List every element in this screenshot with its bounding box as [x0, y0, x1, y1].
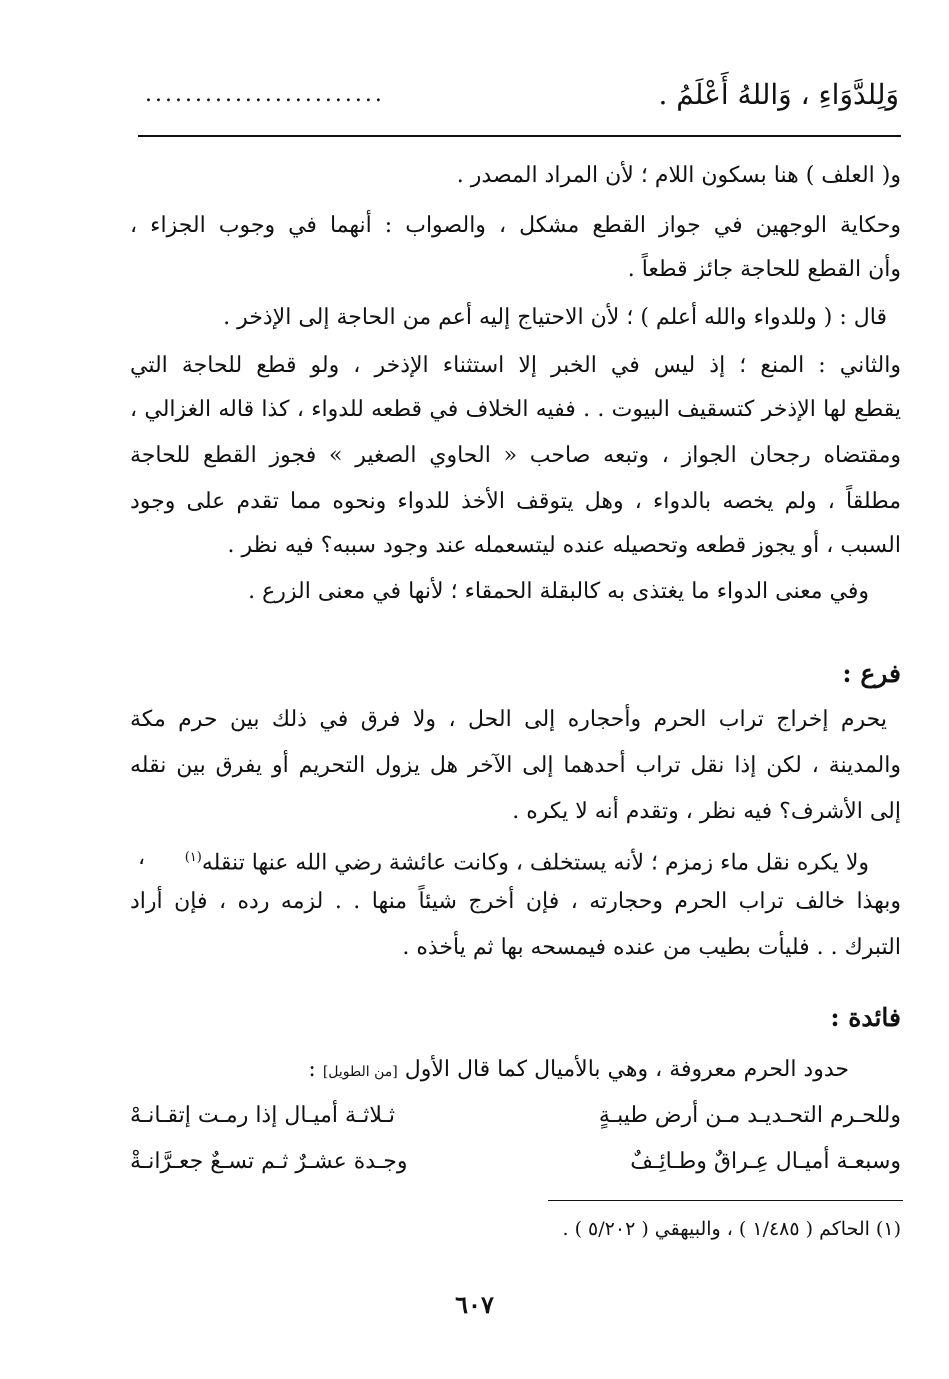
meter-note: [من الطويل] [322, 1064, 398, 1080]
body-line: التبرك . . فليأت بطيب من عنده فيمسحه بها ثم يأخذه . [402, 935, 901, 960]
poem-line-2-first-hemistich: وسبعـة أميـال عِـراقٌ وطـائِـفٌ [630, 1149, 901, 1174]
body-line: والثاني : المنع ؛ إذ ليس في الخبر إلا استثناء الإذخر ، ولو قطع للحاجة التي [130, 353, 901, 378]
body-line [185, 838, 869, 878]
body-line: إلى الأشرف؟ فيه نظر ، وتقدم أنه لا يكره . [512, 799, 901, 824]
poem-line-1-second-hemistich: ثـلاثـة أميـال إذا رمـت إتقـانـهْ [130, 1103, 396, 1128]
header-rule [138, 135, 901, 137]
footnote-rule [548, 1200, 903, 1201]
body-line-text: ولا يكره نقل ماء زمزم ؛ لأنه يستخلف ، وكانت عائشة رضي الله عنها تنقله [201, 850, 869, 876]
poem-line-2-second-hemistich: وجـدة عشـرٌ ثـم تسـعٌ جعـرَّانـةْ [130, 1149, 408, 1174]
faida-intro-text: حدود الحرم معروفة ، وهي بالأميال كما قال الأول [404, 1057, 849, 1082]
footnote: (١) الحاكم ( ١/٤٨٥ ) ، والبيهقي ( ٥/٢٠٢ ) . [562, 1218, 901, 1240]
body-line: وبهذا خالف تراب الحرم وحجارته ، فإن أخرج شيئاً منها . . لزمه رده ، فإن أراد [130, 889, 901, 914]
body-line: مطلقاً ، ولم يخصه بالدواء ، وهل يتوقف الأخذ للدواء ونحوه مما تقدم على وجود [130, 489, 901, 514]
running-header-title: وَلِلدَّوَاءِ ، وَاللهُ أَعْلَمُ . [658, 78, 899, 111]
section-heading-faida: فائدة : [830, 1003, 901, 1032]
body-line: السبب ، أو يجوز قطعه وتحصيله عنده ليتسعمله عند وجود سببه؟ فيه نظر . [227, 533, 901, 558]
body-line: يحرم إخراج تراب الحرم وأحجاره إلى الحل ، ولا فرق في ذلك بين حرم مكة [130, 707, 887, 732]
page-number: ٦٠٧ [455, 1290, 494, 1319]
trailing-comma: ، [138, 845, 146, 870]
body-line: و( العلف ) هنا بسكون اللام ؛ لأن المراد المصدر . [456, 163, 901, 188]
faida-intro-line [308, 1050, 849, 1090]
body-line: وفي معنى الدواء ما يغتذى به كالبقلة الحمقاء ؛ لأنها في معنى الزرع . [248, 579, 869, 604]
section-heading-far: فرع : [842, 659, 901, 688]
running-header-dots: ........................ [145, 82, 385, 107]
body-line: والمدينة ، لكن إذا نقل تراب أحدهما إلى الآخر هل يزول التحريم أو يفرق بين نقله [130, 753, 901, 778]
body-line: قال : ( وللدواء والله أعلم ) ؛ لأن الاحتياج إليه أعم من الحاجة إلى الإذخر . [223, 305, 887, 330]
footnote-reference: (١) [184, 850, 202, 865]
body-line: وحكاية الوجهين في جواز القطع مشكل ، والصواب : أنهما في وجوب الجزاء ، [130, 213, 901, 238]
body-line: وأن القطع للحاجة جائز قطعاً . [627, 257, 901, 282]
body-line: يقطع لها الإذخر كتسقيف البيوت . . ففيه الخلاف في قطعه للدواء ، كذا قاله الغزالي ، [130, 397, 901, 422]
faida-colon: : [308, 1057, 316, 1082]
body-line: ومقتضاه رجحان الجواز ، وتبعه صاحب « الحاوي الصغير » فجوز القطع للحاجة [130, 443, 901, 468]
poem-line-1-first-hemistich: وللحـرم التحـديـد مـن أرض طيبـةٍ [598, 1103, 901, 1128]
